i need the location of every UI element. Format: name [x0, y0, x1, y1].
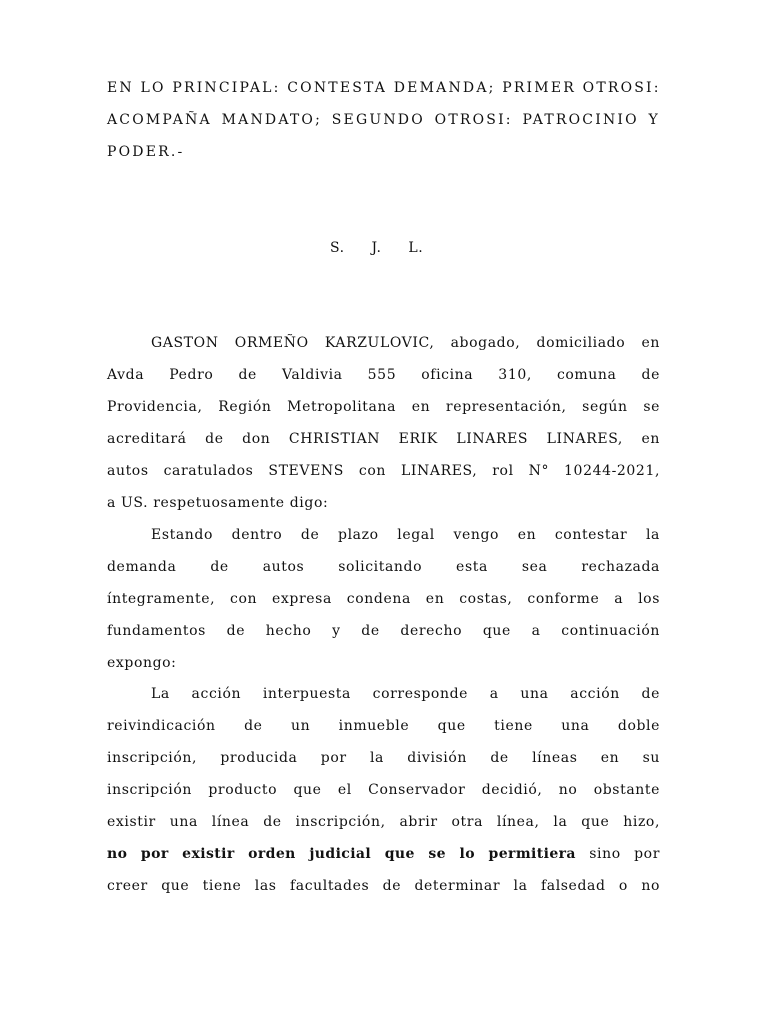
heading-line-2: ACOMPAÑA MANDATO; SEGUNDO OTROSI: PATROCINIO Y [107, 112, 660, 128]
paragraph-3-line-1: La acción interpuesta corresponde a una acción de [151, 686, 660, 702]
line-continuation: sino por [575, 846, 660, 862]
addressee: S. J. L. [330, 240, 424, 256]
paragraph-3-line-6 [107, 844, 660, 864]
paragraph-3-line-2: reivindicación de un inmueble que tiene una doble [107, 718, 660, 734]
paragraph-1-line-3: Providencia, Región Metropolitana en representación, según se [107, 399, 660, 415]
paragraph-2-line-4: fundamentos de hecho y de derecho que a continuación [107, 623, 660, 639]
paragraph-1-line-4: acreditará de don CHRISTIAN ERIK LINARES LINARES, en [107, 431, 660, 447]
paragraph-3-line-7: creer que tiene las facultades de determinar la falsedad o no [107, 878, 660, 894]
paragraph-2-line-1: Estando dentro de plazo legal vengo en contestar la [151, 527, 660, 543]
paragraph-3-line-5: existir una línea de inscripción, abrir otra línea, la que hizo, [107, 814, 660, 830]
paragraph-1-line-6: a US. respetuosamente digo: [107, 495, 329, 511]
paragraph-1-line-1: GASTON ORMEÑO KARZULOVIC, abogado, domiciliado en [151, 335, 660, 351]
paragraph-3-line-4: inscripción producto que el Conservador decidió, no obstante [107, 782, 660, 798]
emphasized-text: no por existir orden judicial que se lo permitiera [107, 846, 576, 862]
paragraph-2-line-5: expongo: [107, 655, 177, 671]
paragraph-1-line-2: Avda Pedro de Valdivia 555 oficina 310, comuna de [107, 367, 660, 383]
heading-line-1: EN LO PRINCIPAL: CONTESTA DEMANDA; PRIMER OTROSI: [107, 80, 661, 96]
heading-line-3: PODER.- [107, 144, 185, 160]
paragraph-2-line-3: íntegramente, con expresa condena en costas, conforme a los [107, 591, 660, 607]
paragraph-3-line-3: inscripción, producida por la división de líneas en su [107, 750, 660, 766]
paragraph-1-line-5: autos caratulados STEVENS con LINARES, rol N° 10244-2021, [107, 463, 660, 479]
paragraph-2-line-2: demanda de autos solicitando esta sea rechazada [107, 559, 660, 575]
